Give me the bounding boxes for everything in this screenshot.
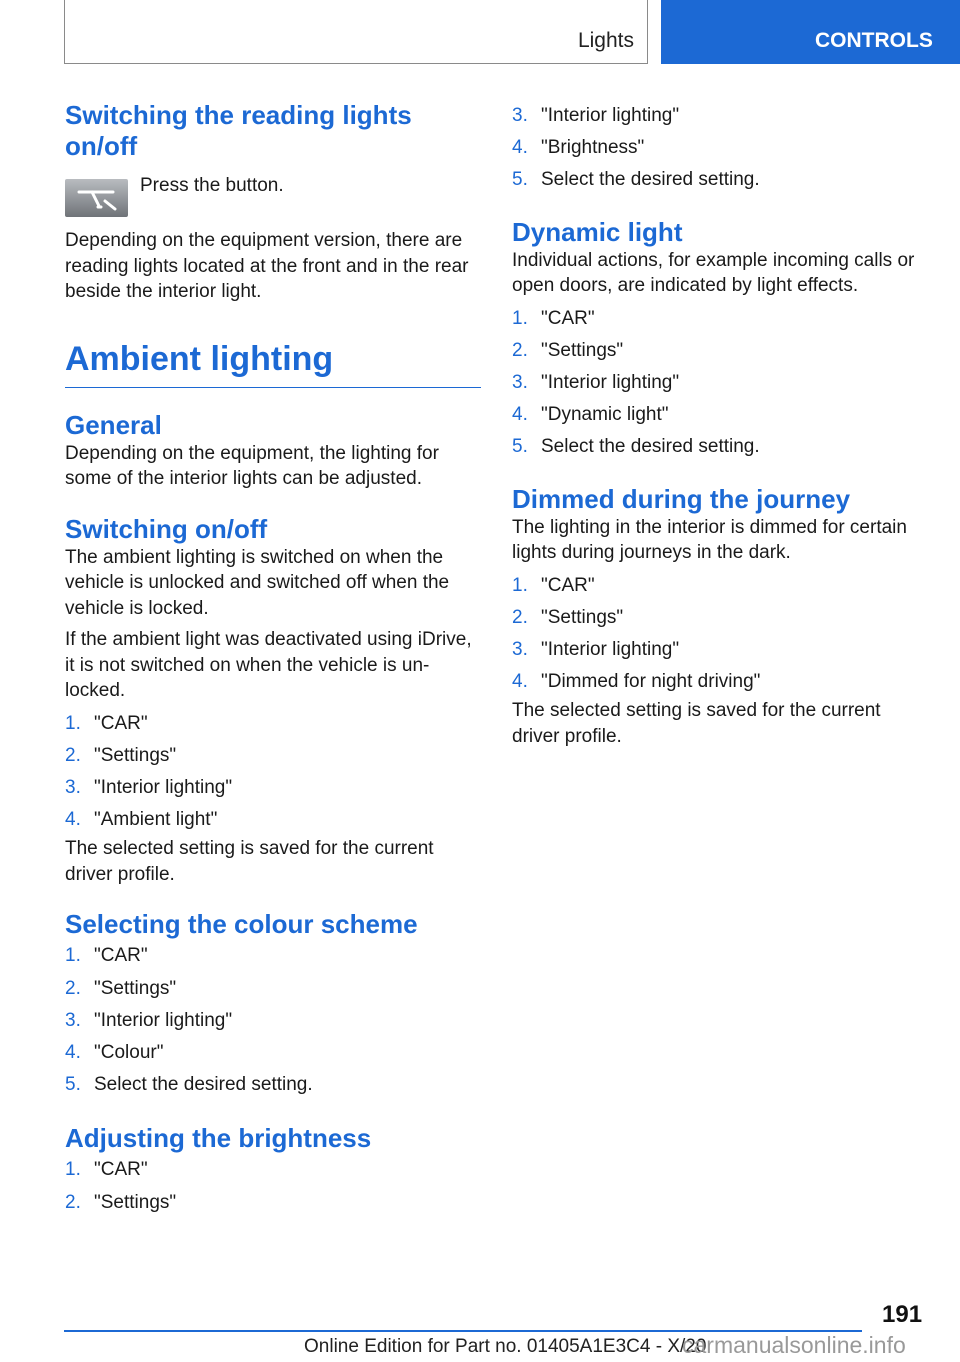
list-item: 5. Select the desired setting. (512, 169, 760, 191)
reading-lights-heading: Switching the reading lights on/off (65, 100, 412, 161)
list-item: 2. "Settings" (512, 606, 624, 628)
list-item: 4. "Dynamic light" (512, 404, 669, 426)
footer-edition-text: Online Edition for Part no. 01405A1E3C4 - X/20 (304, 1336, 707, 1357)
watermark: carmanualsonline.info (682, 1332, 906, 1358)
dimmed-text: The lighting in the interior is dimmed for certain lights during journeys in the dark. (512, 516, 907, 564)
reading-light-icon (65, 179, 128, 217)
reading-lights-text: Depending on the equipment version, there are reading lights located at the front and in the rear beside the interior light. (65, 230, 469, 302)
list-item: 3. "Interior lighting" (512, 105, 680, 126)
list-item: 4. "Ambient light" (65, 809, 218, 831)
brightness-steps-continued (512, 100, 922, 197)
ambient-lighting-heading: Ambient lighting (65, 339, 481, 388)
left-column (65, 100, 481, 1219)
press-button-text: Press the button. (140, 175, 284, 196)
general-heading: General (65, 409, 162, 440)
list-item: 3. "Interior lighting" (512, 372, 680, 394)
header-chapter-label: CONTROLS (815, 29, 933, 52)
list-item: 3. "Interior lighting" (512, 639, 680, 661)
brightness-steps (65, 1154, 481, 1218)
list-item: 4. "Dimmed for night driving" (512, 671, 761, 693)
list-item: 1. "CAR" (65, 945, 148, 967)
switching-steps (65, 708, 481, 837)
general-text: Depending on the equipment, the lighting for some of the interior lights can be adjusted. (65, 442, 439, 489)
press-button-row (65, 173, 481, 219)
list-item: 2. "Settings" (65, 977, 177, 999)
list-item: 1. "CAR" (512, 307, 595, 329)
colour-scheme-heading: Selecting the colour scheme (65, 909, 418, 940)
dimmed-heading: Dimmed during the journey (512, 483, 851, 514)
switching-text-1: The ambient lighting is switched on when the vehicle is unlocked and switched off when the vehicle is locked. (65, 546, 450, 619)
list-item: 3. "Interior lighting" (65, 776, 233, 798)
list-item: 2. "Settings" (65, 744, 177, 766)
right-column (512, 100, 922, 749)
switching-text-2: If the ambient light was deactivated using iDrive, it is not switched on when the vehicle is un‐locked. (65, 629, 472, 701)
list-item: 4. "Brightness" (512, 137, 645, 159)
list-item: 5. Select the desired setting. (512, 436, 760, 458)
saved-setting-text: The selected setting is saved for the current driver profile. (65, 838, 434, 885)
header-section-box (64, 0, 648, 64)
list-item: 1. "CAR" (65, 1159, 148, 1181)
list-item: 3. "Interior lighting" (65, 1009, 233, 1031)
dynamic-light-heading: Dynamic light (512, 216, 683, 247)
dynamic-steps (512, 303, 922, 464)
list-item: 1. "CAR" (65, 712, 148, 734)
list-item: 2. "Settings" (65, 1191, 177, 1213)
dimmed-steps (512, 570, 922, 699)
header-section-label: Lights (577, 29, 634, 52)
switching-heading: Switching on/off (65, 513, 268, 544)
dynamic-light-text: Individual actions, for example incoming calls or open doors, are indicated by light effects. (512, 249, 915, 297)
list-item: 5. Select the desired setting. (65, 1074, 313, 1096)
brightness-heading: Adjusting the brightness (65, 1123, 372, 1154)
list-item: 4. "Colour" (65, 1041, 164, 1063)
header-chapter-tab (661, 0, 960, 64)
colour-steps (65, 940, 481, 1101)
page-number: 191 (882, 1301, 923, 1328)
list-item: 1. "CAR" (512, 574, 595, 596)
dimmed-saved-text: The selected setting is saved for the current driver profile. (512, 700, 881, 747)
list-item: 2. "Settings" (512, 339, 624, 361)
